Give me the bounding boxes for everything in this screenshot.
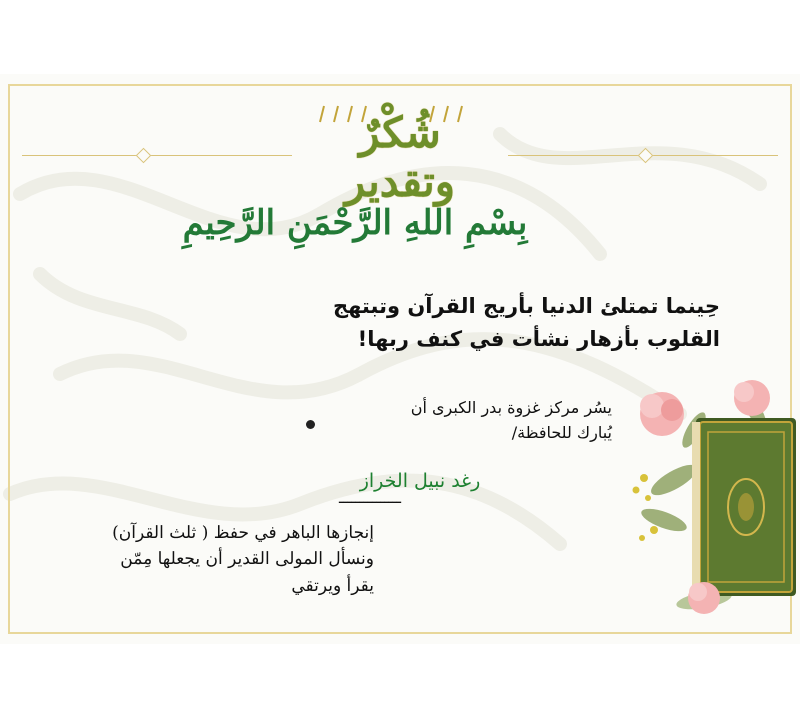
left-divider — [22, 155, 292, 156]
certificate-title: شُكْرٌ وتقدير — [344, 108, 456, 206]
quran-book-icon — [692, 418, 796, 596]
announcement-text — [330, 396, 612, 446]
closing-line: يقرأ ويرتقي — [291, 575, 374, 596]
closing-line: إنجازها الباهر في حفظ ( ثلث القرآن) — [112, 523, 374, 543]
announcement-line: يسُر مركز غزوة بدر الكبرى أن — [410, 398, 612, 417]
closing-paragraph — [32, 520, 374, 599]
quran-flowers-illustration — [604, 370, 800, 630]
recipient-name: رغد نبيل الخراز — [359, 470, 481, 492]
recipient-underline: --------------- — [338, 492, 401, 512]
bullet-dot — [306, 420, 315, 429]
closing-line: ونسأل المولى القدير أن يجعلها مِمّن — [120, 549, 374, 570]
intro-paragraph — [300, 290, 720, 355]
basmala: بِسْمِ اللهِ الرَّحْمَنِ الرَّحِيمِ — [182, 203, 528, 243]
intro-line: حِينما تمتلئ الدنيا بأريج القرآن وتبتهج — [332, 294, 720, 318]
intro-line: القلوب بأزهار نشأت في كنف ربها! — [357, 326, 720, 351]
announcement-line: يُبارك للحافظة/ — [511, 422, 612, 442]
